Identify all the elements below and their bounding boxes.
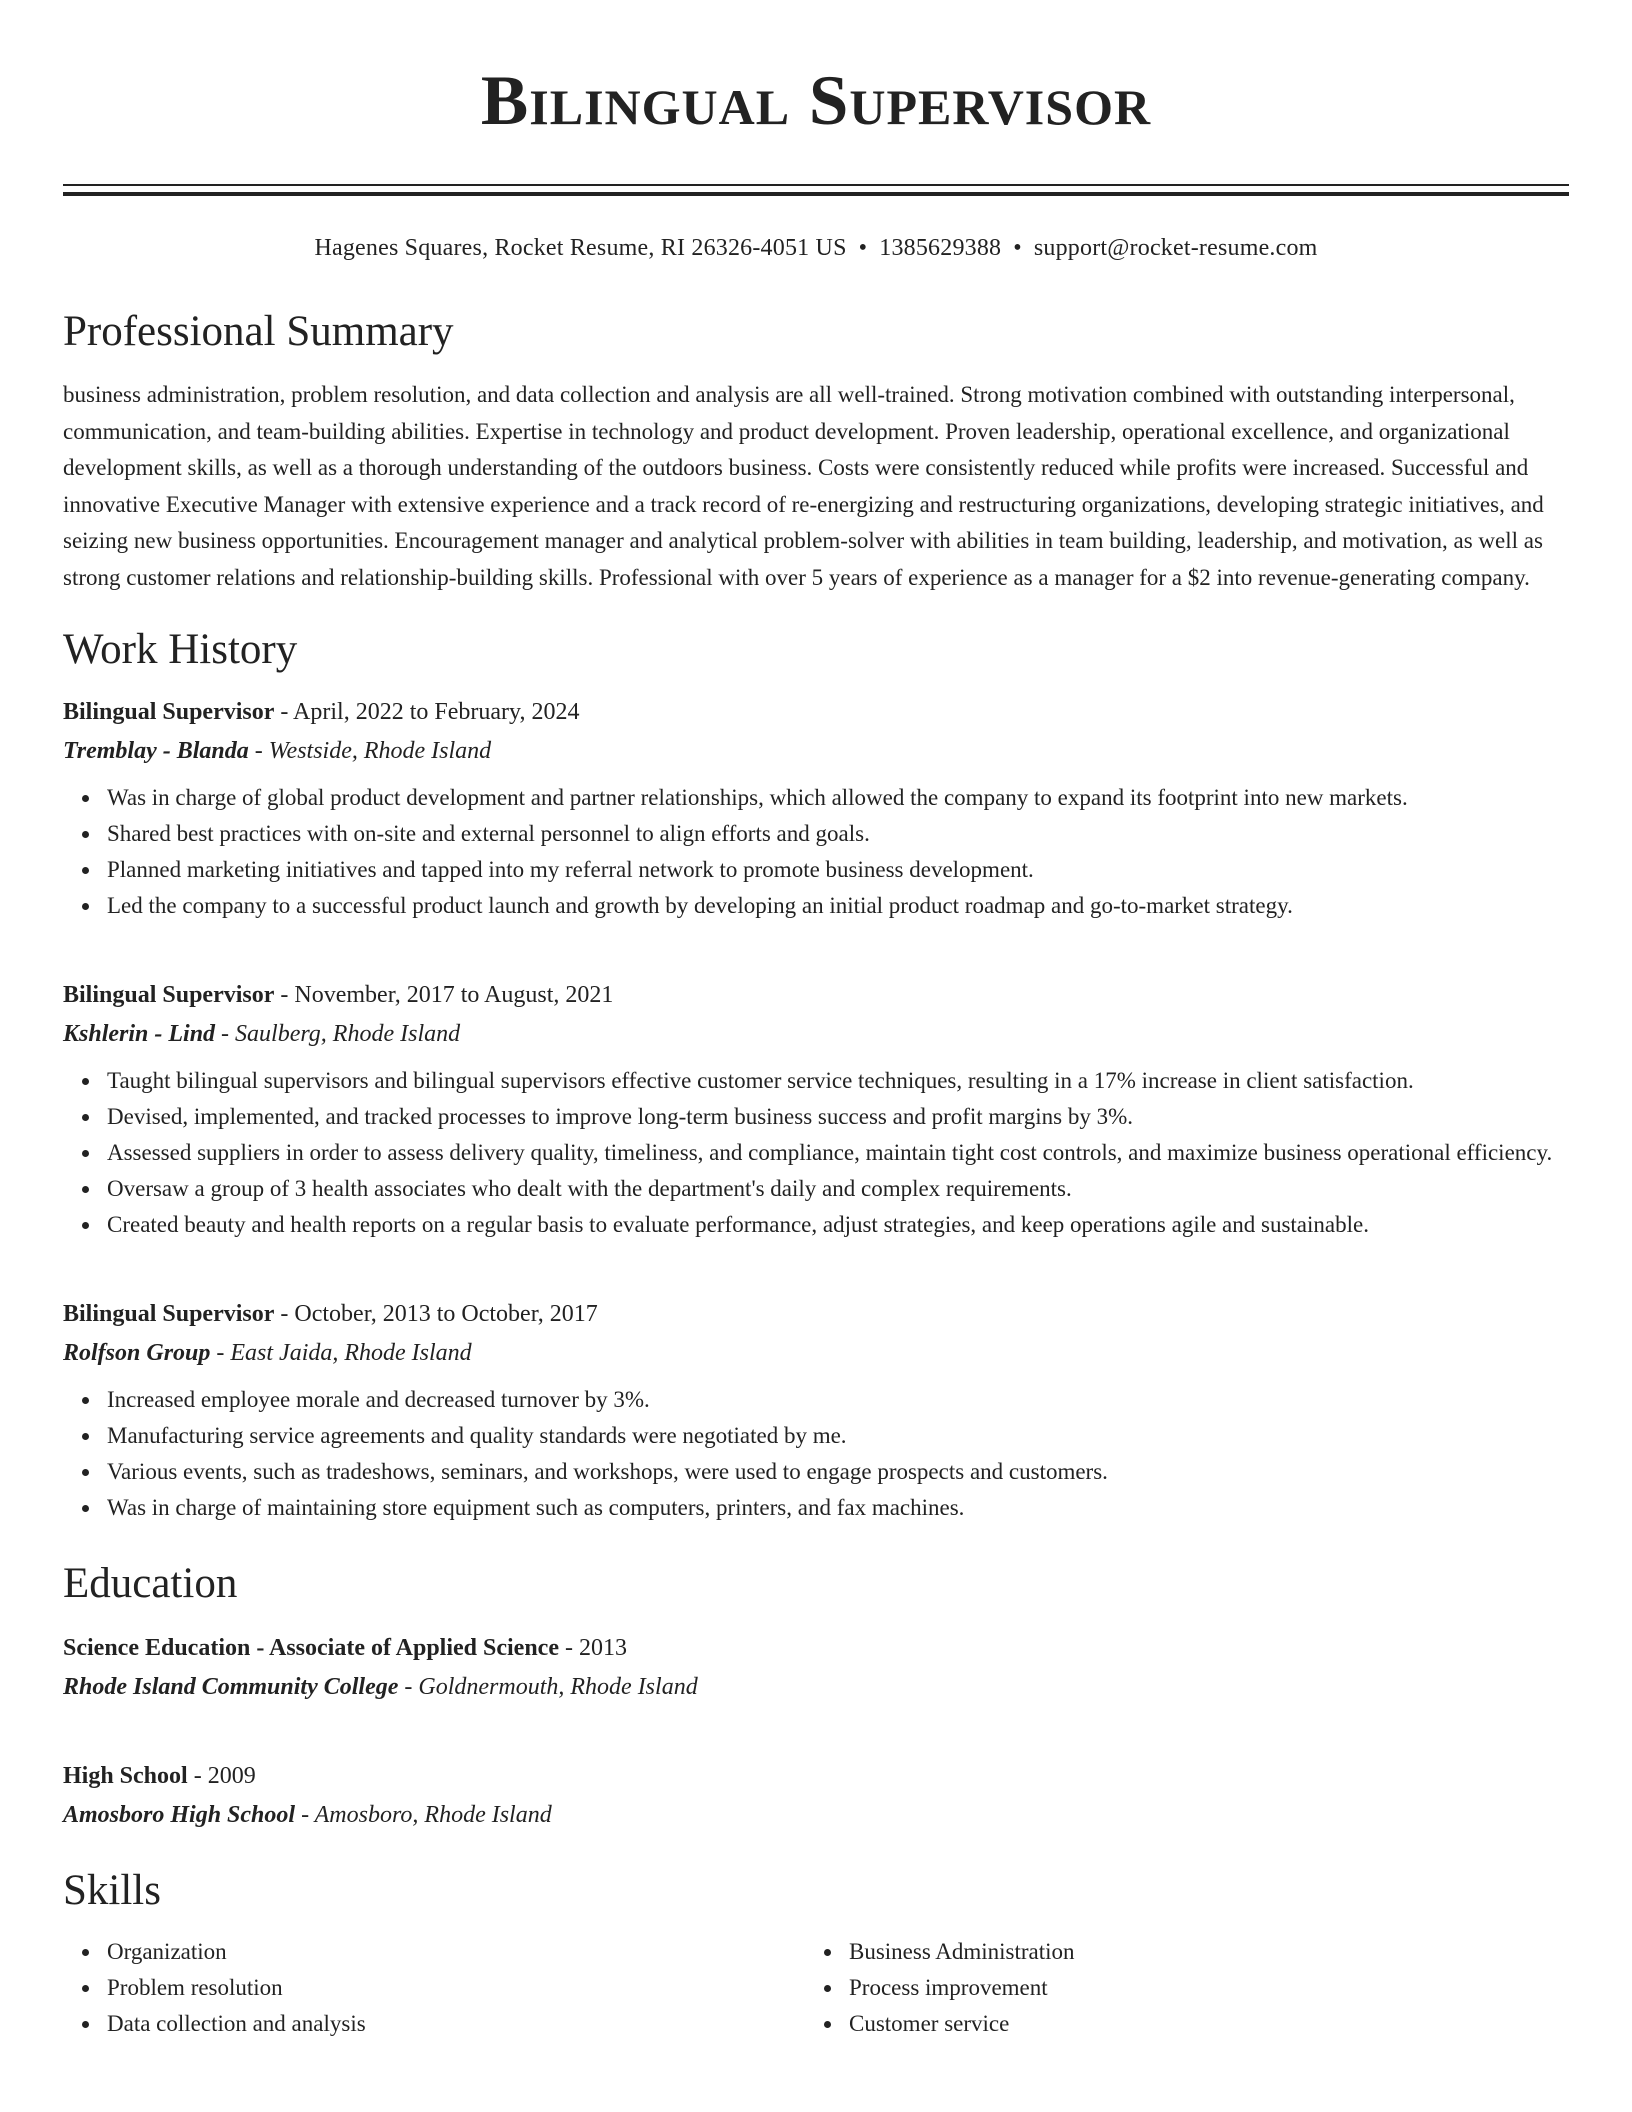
- skills-grid: [63, 1934, 1569, 2042]
- skill-item: Data collection and analysis: [107, 2006, 805, 2042]
- contact-address: Hagenes Squares, Rocket Resume, RI 26326-4051 US: [314, 235, 847, 261]
- work-history-heading: Work History: [63, 626, 298, 673]
- candidate-name: Bilingual Supervisor: [480, 62, 1152, 140]
- job-duties-list: [63, 1063, 1569, 1243]
- education-degree-line: [63, 1629, 1569, 1668]
- job-dates: - November, 2017 to August, 2021: [274, 982, 614, 1008]
- skill-item: Problem resolution: [107, 1970, 805, 2006]
- job-role: Bilingual Supervisor: [63, 982, 275, 1008]
- job-dates: - October, 2013 to October, 2017: [274, 1301, 598, 1327]
- job-role: Bilingual Supervisor: [63, 699, 275, 725]
- education-entry: [63, 1629, 1569, 1707]
- job-company: Tremblay - Blanda: [63, 738, 249, 764]
- education-school-line: [63, 1796, 1569, 1835]
- education-degree: Science Education - Associate of Applied Science: [63, 1635, 559, 1661]
- summary-heading: Professional Summary: [63, 308, 454, 355]
- job-title-line: [63, 976, 1569, 1015]
- header-divider: [63, 184, 1569, 196]
- job-company-line: [63, 1334, 1569, 1373]
- education-school: Rhode Island Community College: [63, 1674, 399, 1700]
- education-location: - Amosboro, Rhode Island: [295, 1802, 552, 1828]
- job-company-line: [63, 1015, 1569, 1054]
- job-duty-item: Was in charge of maintaining store equipment such as computers, printers, and fax machines.: [107, 1490, 1569, 1526]
- job-company: Kshlerin - Lind: [63, 1021, 216, 1047]
- job-duty-item: Assessed suppliers in order to assess delivery quality, timeliness, and compliance, maintain tight cost controls, and maximize business operational efficiency.: [107, 1135, 1569, 1171]
- job-entry: [63, 976, 1569, 1243]
- education-heading: Education: [63, 1560, 238, 1607]
- job-duty-item: Manufacturing service agreements and quality standards were negotiated by me.: [107, 1418, 1569, 1454]
- job-company: Rolfson Group: [63, 1340, 211, 1366]
- job-duty-item: Oversaw a group of 3 health associates who dealt with the department's daily and complex requirements.: [107, 1171, 1569, 1207]
- job-dates: - April, 2022 to February, 2024: [274, 699, 580, 725]
- job-duty-item: Increased employee morale and decreased turnover by 3%.: [107, 1382, 1569, 1418]
- education-school: Amosboro High School: [63, 1802, 296, 1828]
- skill-item: Organization: [107, 1934, 805, 1970]
- job-title-line: [63, 1295, 1569, 1334]
- job-duty-item: Shared best practices with on-site and external personnel to align efforts and goals.: [107, 816, 1569, 852]
- job-duties-list: [63, 1382, 1569, 1526]
- job-duty-item: Devised, implemented, and tracked processes to improve long-term business success and profit margins by 3%.: [107, 1099, 1569, 1135]
- skill-item: Customer service: [849, 2006, 1569, 2042]
- job-location: - Westside, Rhode Island: [248, 738, 492, 764]
- job-entry: [63, 693, 1569, 924]
- education-location: - Goldnermouth, Rhode Island: [398, 1674, 698, 1700]
- contact-line: [63, 236, 1569, 260]
- job-location: - Saulberg, Rhode Island: [215, 1021, 461, 1047]
- job-duty-item: Was in charge of global product development and partner relationships, which allowed the company to expand its footprint into new markets.: [107, 780, 1569, 816]
- job-company-line: [63, 732, 1569, 771]
- job-duty-item: Led the company to a successful product launch and growth by developing an initial product roadmap and go-to-market strategy.: [107, 888, 1569, 924]
- job-duty-item: Various events, such as tradeshows, seminars, and workshops, were used to engage prospects and customers.: [107, 1454, 1569, 1490]
- job-entry: [63, 1295, 1569, 1526]
- education-year: - 2009: [187, 1763, 256, 1789]
- skill-item: Process improvement: [849, 1970, 1569, 2006]
- job-role: Bilingual Supervisor: [63, 1301, 275, 1327]
- contact-phone: 1385629388: [879, 235, 1002, 261]
- job-duties-list: [63, 780, 1569, 924]
- education-degree: High School: [63, 1763, 188, 1789]
- education-degree-line: [63, 1757, 1569, 1796]
- contact-separator: •: [1013, 235, 1022, 261]
- skills-column-right: [805, 1934, 1569, 2042]
- job-title-line: [63, 693, 1569, 732]
- skills-heading: Skills: [63, 1867, 161, 1914]
- job-duty-item: Taught bilingual supervisors and bilingual supervisors effective customer service techniques, resulting in a 17% increase in client satisfaction.: [107, 1063, 1569, 1099]
- contact-email[interactable]: support@rocket-resume.com: [1033, 235, 1318, 261]
- education-school-line: [63, 1668, 1569, 1707]
- summary-text: business administration, problem resolution, and data collection and analysis are all well-trained. Strong motivation combined with outstanding interpersonal, communication, and team-building abilities. Expertise in technology and product development. Proven leadership, operational excellence, and organizational development skills, as well as a thorough understanding of the outdoors business. Costs were consistently reduced while profits were increased. Successful and innovative Executive Manager with extensive experience and a track record of re-energizing and restructuring organizations, developing strategic initiatives, and seizing new business opportunities. Encouragement manager and analytical problem-solver with abilities in team building, leadership, and motivation, as well as strong customer relations and relationship-building skills. Professional with over 5 years of experience as a manager for a $2 into revenue-generating company.: [63, 382, 1544, 590]
- job-location: - East Jaida, Rhode Island: [210, 1340, 472, 1366]
- contact-separator: •: [858, 235, 868, 261]
- skill-item: Business Administration: [849, 1934, 1569, 1970]
- skills-column-left: [63, 1934, 805, 2042]
- job-duty-item: Created beauty and health reports on a regular basis to evaluate performance, adjust strategies, and keep operations agile and sustainable.: [107, 1207, 1569, 1243]
- education-year: - 2013: [558, 1635, 627, 1661]
- education-entry: [63, 1757, 1569, 1835]
- skills-list: [805, 1934, 1569, 2042]
- job-duty-item: Planned marketing initiatives and tapped into my referral network to promote business development.: [107, 852, 1569, 888]
- skills-list: [63, 1934, 805, 2042]
